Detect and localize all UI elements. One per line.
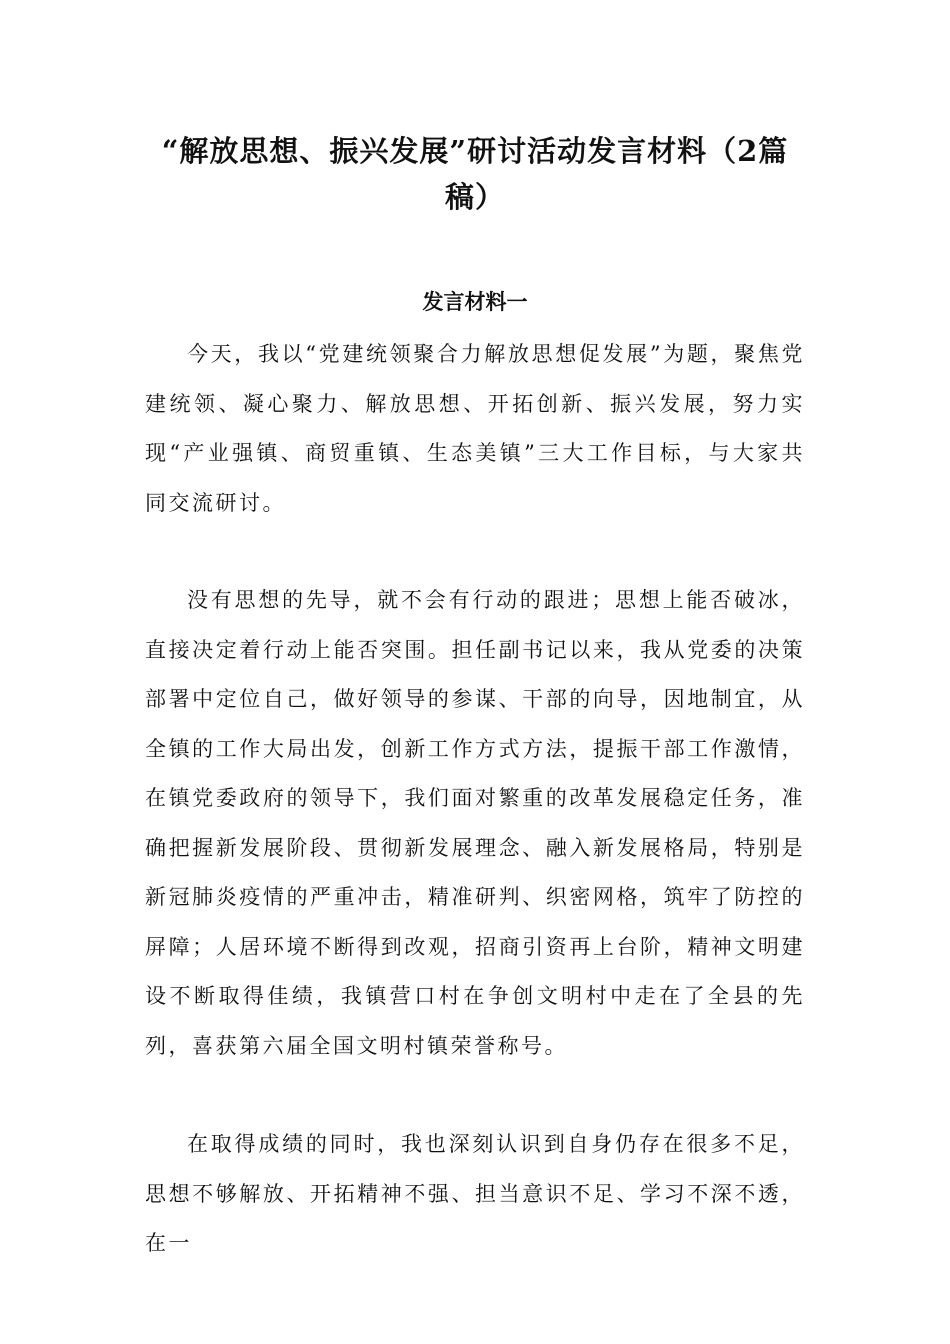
paragraph-1: 今天，我以“党建统领聚合力解放思想促发展”为题，聚焦党建统领、凝心聚力、解放思想、开拓创新、振兴发展，努力实现“产业强镇、商贸重镇、生态美镇”三大工作目标，与大家共同交流研讨。 xyxy=(145,342,805,515)
paragraph-3: 在取得成绩的同时，我也深刻认识到自身仍存在很多不足，思想不够解放、开拓精神不强、担当意识不足、学习不深不透，在一 xyxy=(145,1132,805,1255)
paragraph-2: 没有思想的先导，就不会有行动的跟进；思想上能否破冰，直接决定着行动上能否突围。担任副书记以来，我从党委的决策部署中定位自己，做好领导的参谋、干部的向导，因地制宜，从全镇的工作大局出发，创新工作方式方法，提振干部工作激情，在镇党委政府的领导下，我们面对繁重的改革发展稳定任务，准确把握新发展阶段、贯彻新发展理念、融入新发展格局，特别是新冠肺炎疫情的严重冲击，精准研判、织密网格，筑牢了防控的屏障；人居环境不断得到改观，招商引资再上台阶，精神文明建设不断取得佳绩，我镇营口村在争创文明村中走在了全县的先列，喜获第六届全国文明村镇荣誉称号。 xyxy=(145,588,805,1058)
document-title: “解放思想、振兴发展”研讨活动发言材料（2篇稿） xyxy=(161,134,789,214)
section-heading: 发言材料一 xyxy=(422,289,528,314)
